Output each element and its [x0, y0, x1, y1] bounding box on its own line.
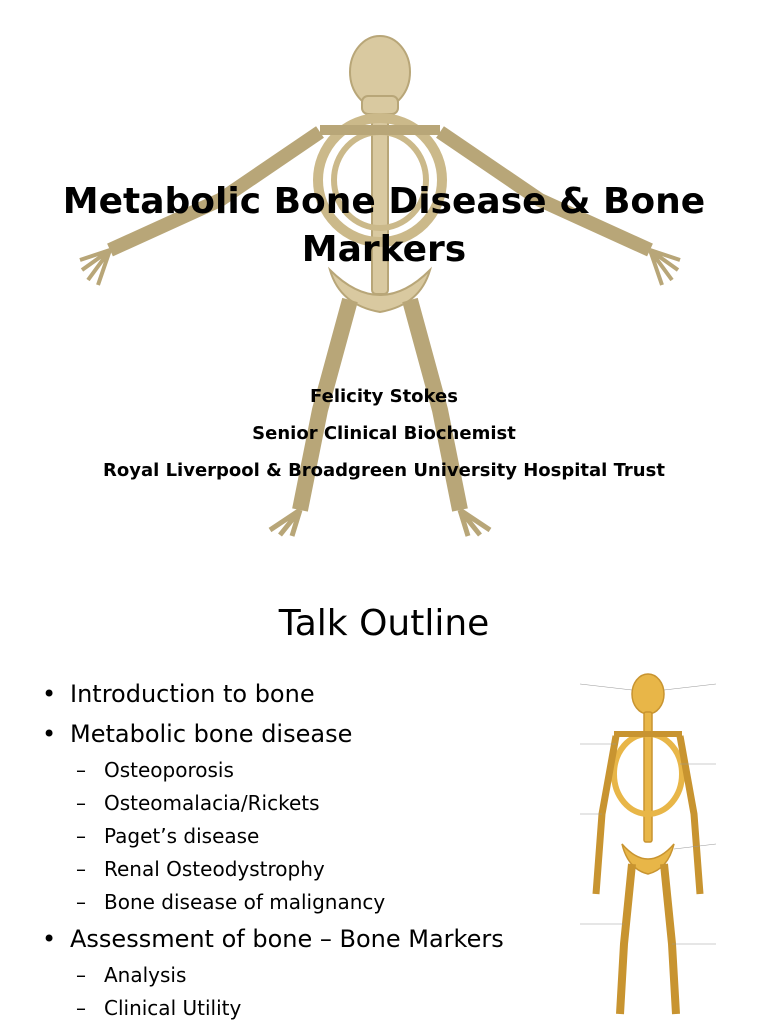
- labeled-skeleton-diagram: [540, 664, 754, 1024]
- list-subitem: – Bone disease of malignancy: [42, 886, 562, 919]
- author-organisation: Royal Liverpool & Broadgreen University Hospital Trust: [103, 460, 665, 481]
- slide-title: [40, 178, 728, 274]
- list-item: • Metabolic bone disease: [42, 714, 562, 754]
- dash-icon: –: [76, 791, 86, 815]
- dash-icon: –: [76, 824, 86, 848]
- author-name: Felicity Stokes: [310, 386, 458, 407]
- title-line-2: Markers: [301, 229, 467, 270]
- dash-icon: –: [76, 758, 86, 782]
- list-subitem: – Clinical Utility: [42, 992, 562, 1024]
- dash-icon: –: [76, 857, 86, 881]
- list-subitem: – Analysis: [42, 959, 562, 992]
- outline-list: [42, 674, 562, 1024]
- list-item: • Introduction to bone: [42, 674, 562, 714]
- bullet-icon: •: [42, 680, 57, 708]
- author-role: Senior Clinical Biochemist: [252, 423, 516, 444]
- dash-icon: –: [76, 996, 86, 1020]
- dash-icon: –: [76, 963, 86, 987]
- outline-slide: [0, 576, 768, 1024]
- slide-subtitle: [40, 378, 728, 489]
- outline-title: Talk Outline: [278, 603, 490, 644]
- list-item: • Assessment of bone – Bone Markers: [42, 919, 562, 959]
- list-subitem: – Renal Osteodystrophy: [42, 853, 562, 886]
- list-subitem: – Paget’s disease: [42, 820, 562, 853]
- bullet-icon: •: [42, 925, 57, 953]
- dash-icon: –: [76, 890, 86, 914]
- bullet-icon: •: [42, 720, 57, 748]
- list-subitem: – Osteoporosis: [42, 754, 562, 787]
- title-line-1: Metabolic Bone Disease & Bone: [62, 181, 706, 222]
- list-subitem: – Osteomalacia/Rickets: [42, 787, 562, 820]
